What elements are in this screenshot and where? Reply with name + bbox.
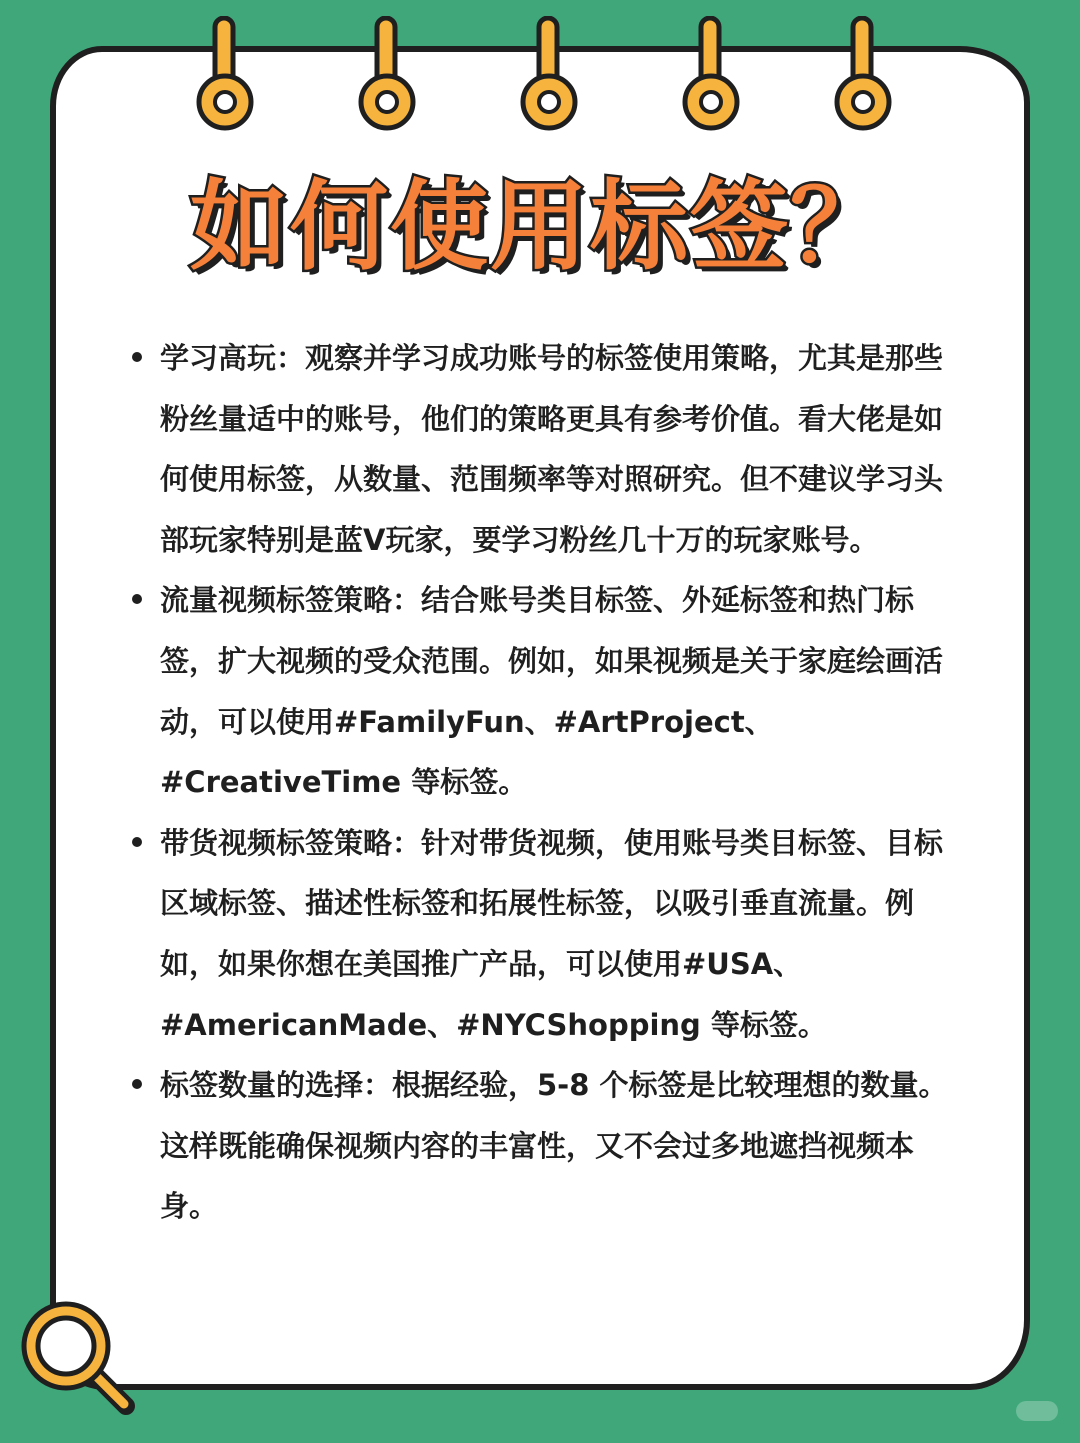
list-item — [130, 570, 952, 812]
list-item — [130, 813, 952, 1055]
binder-ring-icon — [352, 16, 422, 136]
list-item — [130, 1055, 952, 1237]
binder-ring-icon — [828, 16, 898, 136]
watermark-badge — [1016, 1401, 1058, 1421]
list-item-text: 学习高玩：观察并学习成功账号的标签使用策略，尤其是那些粉丝量适中的账号，他们的策略更具有参考价值。看大佬是如何使用标签，从数量、范围频率等对照研究。但不建议学习头部玩家特别是蓝V玩家，要学习粉丝几十万的玩家账号。 — [160, 341, 944, 557]
magnifier-icon — [14, 1294, 138, 1418]
list-item-text: 带货视频标签策略：针对带货视频，使用账号类目标签、目标区域标签、描述性标签和拓展性标签，以吸引垂直流量。例如，如果你想在美国推广产品，可以使用#USA、#AmericanMade、#NYCShopping 等标签。 — [160, 825, 944, 1042]
binder-ring-icon — [190, 16, 260, 136]
binder-ring-icon — [676, 16, 746, 136]
bullet-dot-icon — [132, 837, 142, 847]
bullet-dot-icon — [132, 594, 142, 604]
bullet-list — [130, 328, 952, 1237]
page-title: 如何使用标签？ — [189, 170, 890, 284]
list-item — [130, 328, 952, 570]
bullet-dot-icon — [132, 1079, 142, 1089]
bullet-dot-icon — [132, 352, 142, 362]
list-item-text: 标签数量的选择：根据经验，5-8 个标签是比较理想的数量。这样既能确保视频内容的丰富性，又不会过多地遮挡视频本身。 — [160, 1068, 948, 1224]
list-item-text: 流量视频标签策略：结合账号类目标签、外延标签和热门标签，扩大视频的受众范围。例如，如果视频是关于家庭绘画活动，可以使用#FamilyFun、#ArtProject、#CreativeTime 等标签。 — [160, 583, 944, 800]
binder-ring-icon — [514, 16, 584, 136]
